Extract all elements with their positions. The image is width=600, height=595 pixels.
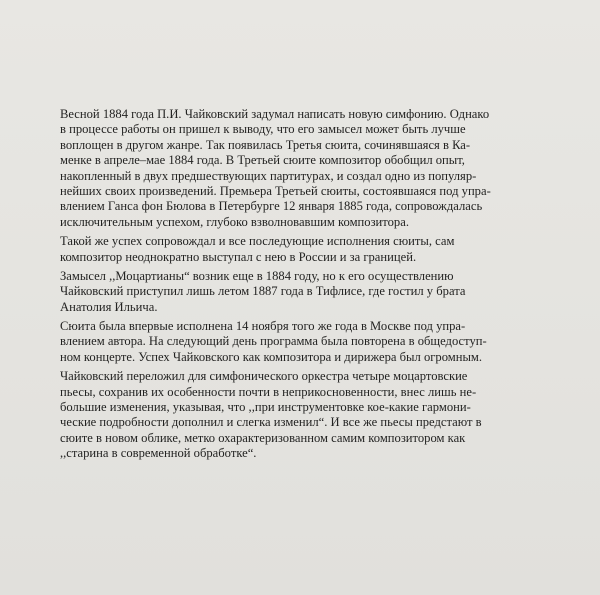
text-line: сюите в новом облике, метко охарактеризованном самим композитором как	[60, 430, 466, 445]
article-text	[60, 107, 580, 466]
text-line: Замысел ,,Моцартианы“ возник еще в 1884 году, но к его осуществлению	[60, 268, 454, 283]
text-line: композитор неоднократно выступал с нею в России и за границей.	[60, 249, 417, 264]
paragraph-5	[60, 369, 580, 461]
text-line: исключительным успехом, глубоко взволновавшим композитора.	[60, 214, 409, 229]
text-line: влением автора. На следующий день программа была повторена в общедоступ-	[60, 334, 487, 349]
text-line: накопленный в двух предшествующих партитурах, и создал одно из популяр-	[60, 168, 477, 183]
text-line: в процессе работы он пришел к выводу, что его замысел может быть лучше	[60, 122, 466, 137]
paragraph-3	[60, 269, 580, 315]
text-line: Такой же успех сопровождал и все последующие исполнения сюиты, сам	[60, 234, 455, 249]
text-line: Чайковский приступил лишь летом 1887 года в Тифлисе, где гостил у брата	[60, 284, 466, 299]
text-line: ,,старина в современной обработке“.	[60, 446, 257, 461]
text-line: ном концерте. Успех Чайковского как композитора и дирижера был огромным.	[60, 349, 483, 364]
text-line: менке в апреле–мае 1884 года. В Третьей сюите композитор обобщил опыт,	[60, 153, 465, 168]
text-line: ческие подробности дополнил и слегка изменил“. И все же пьесы предстают в	[60, 415, 482, 430]
text-line: нейших своих произведений. Премьера Третьей сюиты, состоявшаяся под упра-	[60, 183, 491, 198]
text-line: Весной 1884 года П.И. Чайковский задумал написать новую симфонию. Однако	[60, 107, 490, 121]
text-line: пьесы, сохранив их особенности почти в неприкосновенности, внес лишь не-	[60, 384, 477, 399]
text-line: большие изменения, указывая, что ,,при инструментовке кое-какие гармони-	[60, 400, 471, 415]
paragraph-1	[60, 107, 580, 230]
text-line: влением Ганса фон Бюлова в Петербурге 12 января 1885 года, сопровождалась	[60, 199, 483, 214]
paragraph-2	[60, 234, 580, 265]
text-line: Анатолия Ильича.	[60, 299, 158, 314]
paragraph-4	[60, 319, 580, 365]
text-line: Сюита была впервые исполнена 14 ноября того же года в Москве под упра-	[60, 319, 466, 334]
text-line: Чайковский переложил для симфонического оркестра четыре моцартовские	[60, 369, 468, 384]
text-line: воплощен в другом жанре. Так появилась Третья сюита, сочинявшаяся в Ка-	[60, 137, 471, 152]
